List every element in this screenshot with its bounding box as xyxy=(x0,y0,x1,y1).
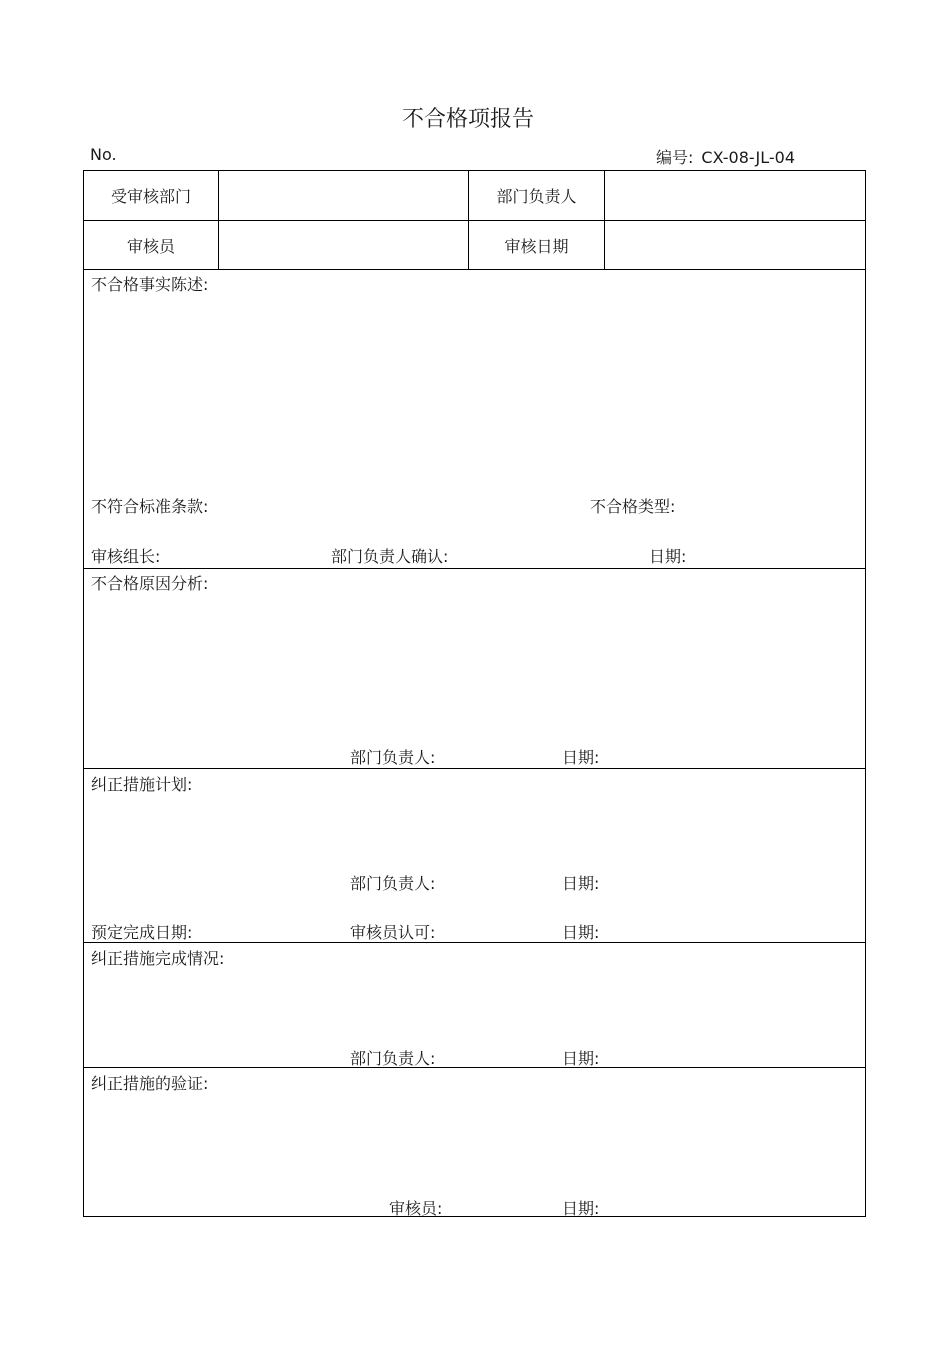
date-label: 日期: xyxy=(649,547,687,566)
date-label: 日期: xyxy=(562,923,600,942)
corrective-plan-heading: 纠正措施计划: xyxy=(91,775,193,794)
dept-head-label: 部门负责人 xyxy=(496,187,577,206)
divider xyxy=(84,269,865,270)
audit-date-field[interactable] xyxy=(605,221,865,269)
document-code-label: 编号: xyxy=(656,148,694,167)
verification-heading: 纠正措施的验证: xyxy=(91,1074,209,1093)
cause-analysis-heading: 不合格原因分析: xyxy=(91,574,209,593)
dept-head-label: 部门负责人: xyxy=(350,748,436,767)
dept-head-field[interactable] xyxy=(605,171,865,220)
clause-label: 不符合标准条款: xyxy=(91,497,209,516)
report-form xyxy=(83,170,866,1217)
date-label: 日期: xyxy=(562,874,600,893)
nonconformity-heading: 不合格事实陈述: xyxy=(91,275,209,294)
auditor-label: 审核员: xyxy=(389,1199,443,1218)
document-code-value: CX-08-JL-04 xyxy=(701,148,796,167)
date-label: 日期: xyxy=(562,1199,600,1218)
planned-completion-date-label: 预定完成日期: xyxy=(91,923,193,942)
audited-dept-field[interactable] xyxy=(219,171,468,220)
dept-head-label: 部门负责人: xyxy=(350,874,436,893)
divider xyxy=(84,942,865,943)
audit-date-label: 审核日期 xyxy=(504,236,569,256)
auditor-field[interactable] xyxy=(219,221,468,269)
auditor-approval-label: 审核员认可: xyxy=(350,923,436,942)
divider xyxy=(84,1067,865,1068)
page-title: 不合格项报告 xyxy=(401,107,534,132)
auditor-label: 审核员 xyxy=(126,236,175,256)
divider xyxy=(84,768,865,769)
corrective-completion-heading: 纠正措施完成情况: xyxy=(91,949,225,968)
document-code xyxy=(656,145,795,168)
nonconformity-type-label: 不合格类型: xyxy=(590,497,676,516)
dept-head-confirm-label: 部门负责人确认: xyxy=(331,547,449,566)
date-label: 日期: xyxy=(562,1049,600,1068)
dept-head-label: 部门负责人: xyxy=(350,1049,436,1068)
divider xyxy=(84,568,865,569)
date-label: 日期: xyxy=(562,748,600,767)
document-number-label: No. xyxy=(90,145,117,164)
audited-dept-label: 受审核部门 xyxy=(110,187,191,206)
lead-auditor-label: 审核组长: xyxy=(91,547,161,566)
